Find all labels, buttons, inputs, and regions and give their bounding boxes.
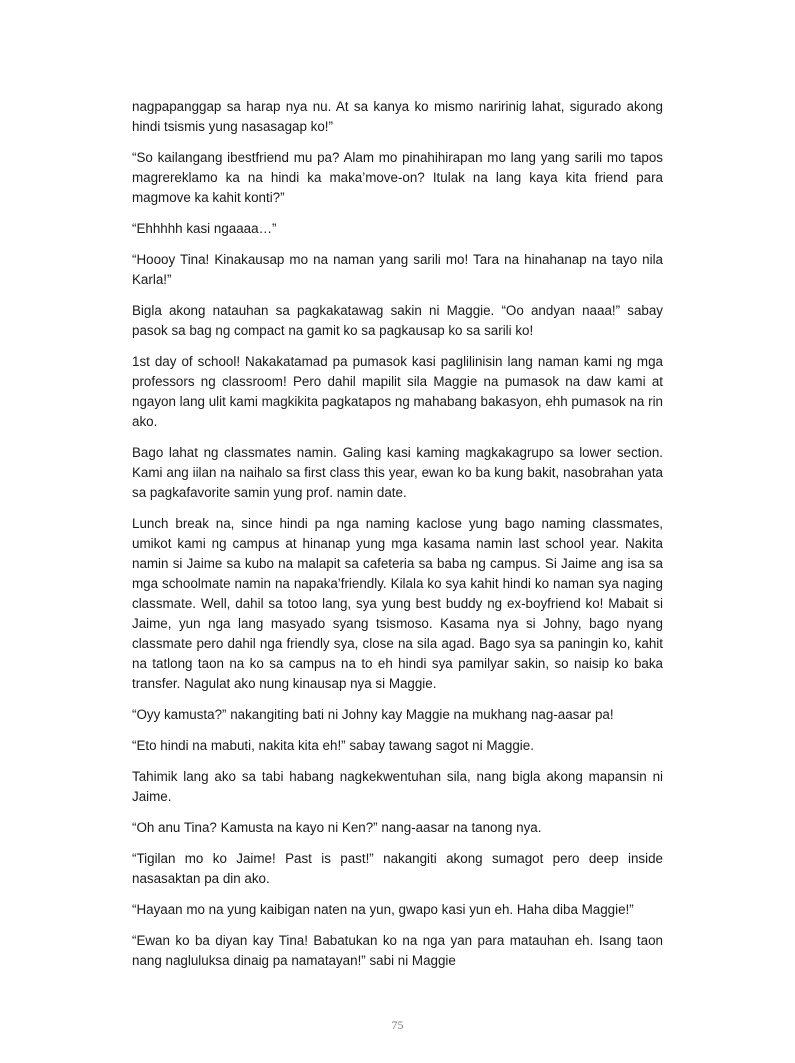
paragraph: Lunch break na, since hindi pa nga naming kaclose yung bago naming classmates, umikot kami ng campus at hinanap yung mga kasama namin last school year. Nakita namin si Jaime sa kubo na malapit sa cafeteria sa baba ng campus. Si Jaime ang isa sa mga schoolmate namin na napaka’friendly. Kilala ko sya kahit hindi ko naman sya naging classmate. Well, dahil sa totoo lang, sya yung best buddy ng ex-boyfriend ko! Mabait si Jaime, yun nga lang masyado syang tsismoso. Kasama nya si Johny, bago nyang classmate pero dahil nga friendly sya, close na sila agad. Bago sya sa paningin ko, kahit na tatlong taon na ko sa campus na to eh hindi sya pamilyar sakin, so naisip ko baka transfer. Nagulat ako nung kinausap nya si Maggie. — [132, 516, 663, 691]
paragraph: nagpapanggap sa harap nya nu. At sa kanya ko mismo naririnig lahat, sigurado akong hindi tsismis yung nasasagap ko!” — [132, 99, 663, 134]
paragraph: 1st day of school! Nakakatamad pa pumasok kasi paglilinisin lang naman kami ng mga professors ng classroom! Pero dahil mapilit sila Maggie na pumasok na daw kami at ngayon lang ulit kami magkikita pagkatapos ng mahabang bakasyon, ehh pumasok na rin ako. — [132, 354, 663, 429]
paragraph: Tahimik lang ako sa tabi habang nagkekwentuhan sila, nang bigla akong mapansin ni Jaime. — [132, 769, 663, 804]
paragraph: “Eto hindi na mabuti, nakita kita eh!” sabay tawang sagot ni Maggie. — [132, 738, 534, 753]
body-text — [132, 97, 663, 982]
paragraph: “Tigilan mo ko Jaime! Past is past!” nakangiti akong sumagot pero deep inside nasasaktan pa din ako. — [132, 851, 663, 886]
paragraph: “Oyy kamusta?” nakangiting bati ni Johny kay Maggie na mukhang nag-aasar pa! — [132, 707, 614, 722]
paragraph: “Ewan ko ba diyan kay Tina! Babatukan ko na nga yan para matauhan eh. Isang taon nang nagluluksa dinaig pa namatayan!” sabi ni Maggie — [132, 933, 663, 968]
paragraph: “Ehhhhh kasi ngaaaa…” — [132, 221, 277, 236]
page-number: 75 — [391, 1018, 404, 1032]
paragraph: Bago lahat ng classmates namin. Galing kasi kaming magkakagrupo sa lower section. Kami ang iilan na naihalo sa first class this year, ewan ko ba kung bakit, nasobrahan yata sa pagkafavorite samin yung prof. namin date. — [132, 445, 663, 500]
paragraph: “So kailangang ibestfriend mu pa? Alam mo pinahihirapan mo lang yang sarili mo tapos magrereklamo ka na hindi ka maka’move-on? Itulak na lang kaya kita friend para magmove ka kahit konti?” — [132, 150, 663, 205]
paragraph: “Hoooy Tina! Kinakausap mo na naman yang sarili mo! Tara na hinahanap na tayo nila Karla!” — [132, 252, 663, 287]
paragraph: “Hayaan mo na yung kaibigan naten na yun, gwapo kasi yun eh. Haha diba Maggie!” — [132, 902, 634, 917]
paragraph: Bigla akong natauhan sa pagkakatawag sakin ni Maggie. “Oo andyan naaa!” sabay pasok sa bag ng compact na gamit ko sa pagkausap ko sa sarili ko! — [132, 303, 663, 338]
paragraph: “Oh anu Tina? Kamusta na kayo ni Ken?” nang-aasar na tanong nya. — [132, 820, 542, 835]
